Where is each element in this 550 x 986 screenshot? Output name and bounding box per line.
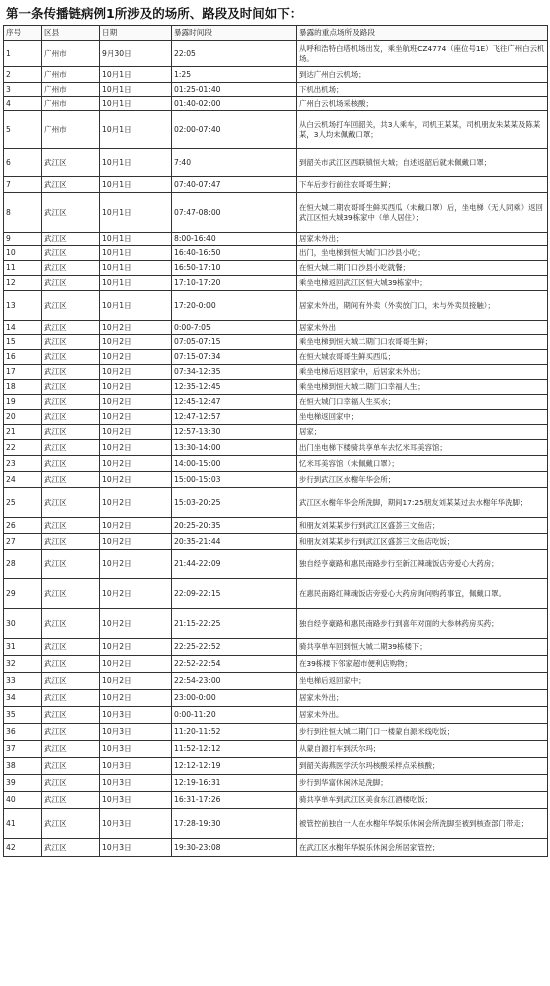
cell-district: 广州市 [42, 97, 100, 111]
cell-time: 22:54-23:00 [172, 673, 297, 690]
cell-district: 武江区 [42, 488, 100, 518]
cell-date: 10月2日 [100, 410, 172, 425]
cell-no: 11 [4, 261, 42, 276]
table-header-row [4, 26, 548, 41]
cell-no: 7 [4, 177, 42, 193]
header-place: 暴露的重点场所及路段 [297, 26, 548, 41]
cell-district: 武江区 [42, 639, 100, 656]
table-row [4, 741, 548, 758]
cell-date: 10月2日 [100, 673, 172, 690]
cell-date: 10月3日 [100, 724, 172, 741]
table-row [4, 246, 548, 261]
cell-time: 11:52-12:12 [172, 741, 297, 758]
cell-date: 10月3日 [100, 839, 172, 857]
header-no: 序号 [4, 26, 42, 41]
cell-time: 7:40 [172, 149, 297, 177]
cell-date: 10月1日 [100, 67, 172, 83]
cell-date: 10月2日 [100, 350, 172, 365]
table-row [4, 111, 548, 149]
table-row [4, 656, 548, 673]
cell-time: 1:25 [172, 67, 297, 83]
cell-district: 武江区 [42, 321, 100, 335]
cell-no: 29 [4, 579, 42, 609]
cell-no: 18 [4, 380, 42, 395]
cell-time: 02:00-07:40 [172, 111, 297, 149]
cell-place: 乘坐电梯返回武江区恒大城39栋家中； [297, 276, 548, 291]
cell-time: 12:19-16:31 [172, 775, 297, 792]
cell-time: 16:31-17:26 [172, 792, 297, 809]
cell-date: 10月2日 [100, 335, 172, 350]
header-date: 日期 [100, 26, 172, 41]
cell-district: 武江区 [42, 233, 100, 246]
cell-date: 10月1日 [100, 111, 172, 149]
cell-date: 10月2日 [100, 534, 172, 550]
table-row [4, 839, 548, 857]
cell-district: 武江区 [42, 425, 100, 440]
cell-no: 15 [4, 335, 42, 350]
cell-time: 12:47-12:57 [172, 410, 297, 425]
cell-no: 26 [4, 518, 42, 534]
cell-no: 14 [4, 321, 42, 335]
cell-date: 10月1日 [100, 233, 172, 246]
cell-date: 10月3日 [100, 758, 172, 775]
table-row [4, 690, 548, 707]
cell-no: 33 [4, 673, 42, 690]
cell-no: 17 [4, 365, 42, 380]
cell-place: 坐电梯后返回家中； [297, 673, 548, 690]
cell-time: 07:40-07:47 [172, 177, 297, 193]
cell-district: 武江区 [42, 350, 100, 365]
cell-place: 坐电梯返回家中； [297, 410, 548, 425]
cell-district: 武江区 [42, 335, 100, 350]
cell-place: 居家未外出 [297, 321, 548, 335]
cell-no: 12 [4, 276, 42, 291]
cell-date: 10月2日 [100, 488, 172, 518]
cell-district: 武江区 [42, 395, 100, 410]
cell-no: 28 [4, 550, 42, 579]
cell-time: 14:00-15:00 [172, 456, 297, 472]
cell-time: 12:12-12:19 [172, 758, 297, 775]
cell-no: 2 [4, 67, 42, 83]
table-row [4, 193, 548, 233]
table-row [4, 518, 548, 534]
cell-place: 被管控前独自一人在水榭年华娱乐休闲会所洗脚至被到核查部门带走； [297, 809, 548, 839]
cell-time: 21:15-22:25 [172, 609, 297, 639]
cell-district: 广州市 [42, 41, 100, 67]
cell-district: 武江区 [42, 177, 100, 193]
cell-no: 24 [4, 472, 42, 488]
cell-time: 12:57-13:30 [172, 425, 297, 440]
table-row [4, 177, 548, 193]
cell-time: 22:25-22:52 [172, 639, 297, 656]
cell-date: 10月2日 [100, 550, 172, 579]
cell-date: 10月3日 [100, 775, 172, 792]
cell-no: 31 [4, 639, 42, 656]
cell-date: 10月3日 [100, 792, 172, 809]
table-row [4, 380, 548, 395]
cell-district: 武江区 [42, 656, 100, 673]
cell-no: 19 [4, 395, 42, 410]
cell-no: 9 [4, 233, 42, 246]
cell-date: 10月1日 [100, 291, 172, 321]
cell-place: 在恒大城农哥哥生鲜买西瓜； [297, 350, 548, 365]
table-row [4, 261, 548, 276]
cell-time: 17:20-0:00 [172, 291, 297, 321]
cell-time: 22:09-22:15 [172, 579, 297, 609]
table-row [4, 321, 548, 335]
cell-no: 36 [4, 724, 42, 741]
cell-date: 10月1日 [100, 276, 172, 291]
cell-time: 21:44-22:09 [172, 550, 297, 579]
cell-place: 骑共享单车回到恒大城二期39栋楼下； [297, 639, 548, 656]
cell-date: 10月3日 [100, 741, 172, 758]
cell-place: 独自经亨豪路和惠民南路步行至新江辣魂饭店旁爱心大药房； [297, 550, 548, 579]
cell-place: 广州白云机场采核酸； [297, 97, 548, 111]
cell-place: 和朋友刘某某步行到武江区盛荟三文鱼店吃饭； [297, 534, 548, 550]
cell-no: 42 [4, 839, 42, 857]
cell-district: 武江区 [42, 472, 100, 488]
cell-time: 15:03-20:25 [172, 488, 297, 518]
cell-date: 10月1日 [100, 246, 172, 261]
header-district: 区县 [42, 26, 100, 41]
table-row [4, 440, 548, 456]
cell-no: 3 [4, 83, 42, 97]
cell-district: 武江区 [42, 550, 100, 579]
cell-place: 出门坐电梯下楼骑共享单车去忆米耳美容馆； [297, 440, 548, 456]
table-row [4, 335, 548, 350]
cell-place: 在恒大城门口幸福人生买水； [297, 395, 548, 410]
cell-no: 27 [4, 534, 42, 550]
table-row [4, 233, 548, 246]
cell-no: 20 [4, 410, 42, 425]
cell-date: 10月2日 [100, 472, 172, 488]
cell-date: 10月1日 [100, 149, 172, 177]
cell-no: 30 [4, 609, 42, 639]
case-itinerary-table [3, 25, 548, 857]
cell-no: 22 [4, 440, 42, 456]
table-row [4, 67, 548, 83]
cell-district: 武江区 [42, 534, 100, 550]
cell-district: 武江区 [42, 518, 100, 534]
cell-date: 10月2日 [100, 690, 172, 707]
cell-no: 23 [4, 456, 42, 472]
cell-place: 在惠民南路红辣魂饭店旁爱心大药房询问购药事宜，佩戴口罩。 [297, 579, 548, 609]
cell-date: 10月1日 [100, 193, 172, 233]
cell-time: 07:15-07:34 [172, 350, 297, 365]
cell-place: 居家； [297, 425, 548, 440]
table-row [4, 291, 548, 321]
cell-date: 10月2日 [100, 609, 172, 639]
cell-time: 07:34-12:35 [172, 365, 297, 380]
cell-no: 21 [4, 425, 42, 440]
cell-district: 武江区 [42, 149, 100, 177]
cell-place: 武江区水榭年华会所洗脚，期间17:25朋友刘某某过去水榭年华洗脚； [297, 488, 548, 518]
cell-district: 武江区 [42, 579, 100, 609]
cell-date: 10月1日 [100, 261, 172, 276]
table-row [4, 41, 548, 67]
cell-district: 武江区 [42, 724, 100, 741]
cell-date: 10月2日 [100, 639, 172, 656]
table-row [4, 488, 548, 518]
cell-place: 步行到华富休闲沐足洗脚； [297, 775, 548, 792]
cell-place: 居家未外出，期间有外卖（外卖放门口，未与外卖员接触）； [297, 291, 548, 321]
cell-place: 居家未外出； [297, 690, 548, 707]
table-row [4, 456, 548, 472]
cell-date: 10月1日 [100, 83, 172, 97]
cell-date: 10月3日 [100, 707, 172, 724]
cell-time: 0:00-7:05 [172, 321, 297, 335]
cell-district: 武江区 [42, 707, 100, 724]
cell-no: 37 [4, 741, 42, 758]
cell-time: 20:25-20:35 [172, 518, 297, 534]
table-row [4, 724, 548, 741]
cell-no: 4 [4, 97, 42, 111]
cell-district: 武江区 [42, 410, 100, 425]
cell-place: 在武江区水榭年华娱乐休闲会所居家管控； [297, 839, 548, 857]
table-row [4, 425, 548, 440]
cell-district: 广州市 [42, 67, 100, 83]
cell-place: 从蒙自源打车到沃尔玛； [297, 741, 548, 758]
cell-no: 34 [4, 690, 42, 707]
cell-time: 01:25-01:40 [172, 83, 297, 97]
cell-no: 10 [4, 246, 42, 261]
page-title: 第一条传播链病例1所涉及的场所、路段及时间如下： [6, 6, 303, 21]
cell-district: 武江区 [42, 276, 100, 291]
cell-no: 1 [4, 41, 42, 67]
cell-date: 10月2日 [100, 579, 172, 609]
table-row [4, 149, 548, 177]
cell-place: 下车后步行前往农哥哥生鲜； [297, 177, 548, 193]
cell-place: 忆米耳美容馆（未佩戴口罩）； [297, 456, 548, 472]
cell-no: 8 [4, 193, 42, 233]
cell-time: 20:35-21:44 [172, 534, 297, 550]
cell-district: 武江区 [42, 690, 100, 707]
table-body [4, 41, 548, 857]
cell-place: 和朋友刘某某步行到武江区盛荟三文鱼店； [297, 518, 548, 534]
table-row [4, 395, 548, 410]
table-row [4, 276, 548, 291]
cell-time: 15:00-15:03 [172, 472, 297, 488]
table-row [4, 472, 548, 488]
cell-date: 10月2日 [100, 321, 172, 335]
cell-no: 6 [4, 149, 42, 177]
cell-place: 从呼和浩特白塔机场出发，乘坐航班CZ4774（座位号1E）飞往广州白云机场。 [297, 41, 548, 67]
cell-no: 38 [4, 758, 42, 775]
table-row [4, 673, 548, 690]
cell-date: 10月2日 [100, 425, 172, 440]
cell-district: 武江区 [42, 775, 100, 792]
cell-date: 10月2日 [100, 656, 172, 673]
cell-district: 武江区 [42, 839, 100, 857]
table-row [4, 707, 548, 724]
cell-district: 武江区 [42, 365, 100, 380]
cell-no: 41 [4, 809, 42, 839]
header-time: 暴露时间段 [172, 26, 297, 41]
cell-date: 9月30日 [100, 41, 172, 67]
cell-district: 武江区 [42, 456, 100, 472]
cell-place: 居家未外出。 [297, 707, 548, 724]
cell-time: 01:40-02:00 [172, 97, 297, 111]
cell-date: 10月1日 [100, 97, 172, 111]
cell-date: 10月2日 [100, 440, 172, 456]
cell-place: 出门，坐电梯到恒大城门口沙县小吃； [297, 246, 548, 261]
cell-time: 16:50-17:10 [172, 261, 297, 276]
table-row [4, 350, 548, 365]
cell-place: 在恒大城二期门口沙县小吃就餐； [297, 261, 548, 276]
cell-place: 从白云机场打车回韶关，共3人乘车，司机王某某，司机朋友朱某某及陈某某，3人均未佩戴口罩； [297, 111, 548, 149]
cell-place: 到韶关市武江区西联镇恒大城；自述返韶后就未佩戴口罩； [297, 149, 548, 177]
table-row [4, 758, 548, 775]
table-row [4, 792, 548, 809]
cell-place: 乘坐电梯后返回家中，后居家未外出； [297, 365, 548, 380]
cell-time: 07:47-08:00 [172, 193, 297, 233]
cell-place: 下机出机场； [297, 83, 548, 97]
cell-place: 到韶关海燕医学沃尔玛核酸采样点采核酸； [297, 758, 548, 775]
cell-time: 0:00-11:20 [172, 707, 297, 724]
cell-place: 独自经亨豪路和惠民南路步行到喜年对面的大参林药房买药； [297, 609, 548, 639]
table-row [4, 775, 548, 792]
cell-time: 17:28-19:30 [172, 809, 297, 839]
cell-no: 35 [4, 707, 42, 724]
cell-district: 武江区 [42, 758, 100, 775]
cell-district: 广州市 [42, 83, 100, 97]
cell-place: 步行到武江区水榭年华会所； [297, 472, 548, 488]
cell-no: 40 [4, 792, 42, 809]
cell-no: 13 [4, 291, 42, 321]
cell-district: 武江区 [42, 380, 100, 395]
cell-district: 武江区 [42, 609, 100, 639]
cell-place: 乘坐电梯到恒大城二期门口农哥哥生鲜； [297, 335, 548, 350]
cell-district: 武江区 [42, 246, 100, 261]
table-row [4, 609, 548, 639]
cell-place: 到达广州白云机场； [297, 67, 548, 83]
cell-district: 武江区 [42, 741, 100, 758]
cell-time: 11:20-11:52 [172, 724, 297, 741]
cell-district: 武江区 [42, 440, 100, 456]
cell-time: 12:45-12:47 [172, 395, 297, 410]
cell-date: 10月1日 [100, 177, 172, 193]
cell-date: 10月2日 [100, 456, 172, 472]
table-row [4, 639, 548, 656]
cell-date: 10月2日 [100, 518, 172, 534]
cell-district: 武江区 [42, 809, 100, 839]
table-row [4, 579, 548, 609]
cell-district: 广州市 [42, 111, 100, 149]
cell-time: 17:10-17:20 [172, 276, 297, 291]
table-row [4, 534, 548, 550]
cell-no: 25 [4, 488, 42, 518]
cell-time: 13:30-14:00 [172, 440, 297, 456]
cell-place: 骑共享单车到武江区美食东江酒楼吃饭； [297, 792, 548, 809]
cell-place: 在39栋楼下邻家超市便利店购物； [297, 656, 548, 673]
cell-district: 武江区 [42, 291, 100, 321]
table-row [4, 97, 548, 111]
cell-place: 在恒大城二期农哥哥生鲜买西瓜（未戴口罩）后，坐电梯（无人同乘）返回武江区恒大城39栋家中（单人居住）； [297, 193, 548, 233]
cell-no: 32 [4, 656, 42, 673]
cell-place: 居家未外出； [297, 233, 548, 246]
cell-time: 12:35-12:45 [172, 380, 297, 395]
cell-date: 10月2日 [100, 380, 172, 395]
table-row [4, 410, 548, 425]
cell-time: 22:05 [172, 41, 297, 67]
cell-district: 武江区 [42, 193, 100, 233]
cell-no: 5 [4, 111, 42, 149]
cell-place: 乘坐电梯到恒大城二期门口幸福人生； [297, 380, 548, 395]
cell-district: 武江区 [42, 673, 100, 690]
cell-time: 8:00-16:40 [172, 233, 297, 246]
cell-time: 19:30-23:08 [172, 839, 297, 857]
table-row [4, 809, 548, 839]
cell-date: 10月2日 [100, 395, 172, 410]
cell-time: 16:40-16:50 [172, 246, 297, 261]
cell-place: 步行到往恒大城二期门口一楼蒙自源米线吃饭； [297, 724, 548, 741]
cell-district: 武江区 [42, 792, 100, 809]
cell-district: 武江区 [42, 261, 100, 276]
cell-date: 10月2日 [100, 365, 172, 380]
cell-date: 10月3日 [100, 809, 172, 839]
table-row [4, 550, 548, 579]
cell-time: 23:00-0:00 [172, 690, 297, 707]
cell-no: 16 [4, 350, 42, 365]
table-row [4, 365, 548, 380]
table-row [4, 83, 548, 97]
cell-time: 07:05-07:15 [172, 335, 297, 350]
cell-no: 39 [4, 775, 42, 792]
cell-time: 22:52-22:54 [172, 656, 297, 673]
